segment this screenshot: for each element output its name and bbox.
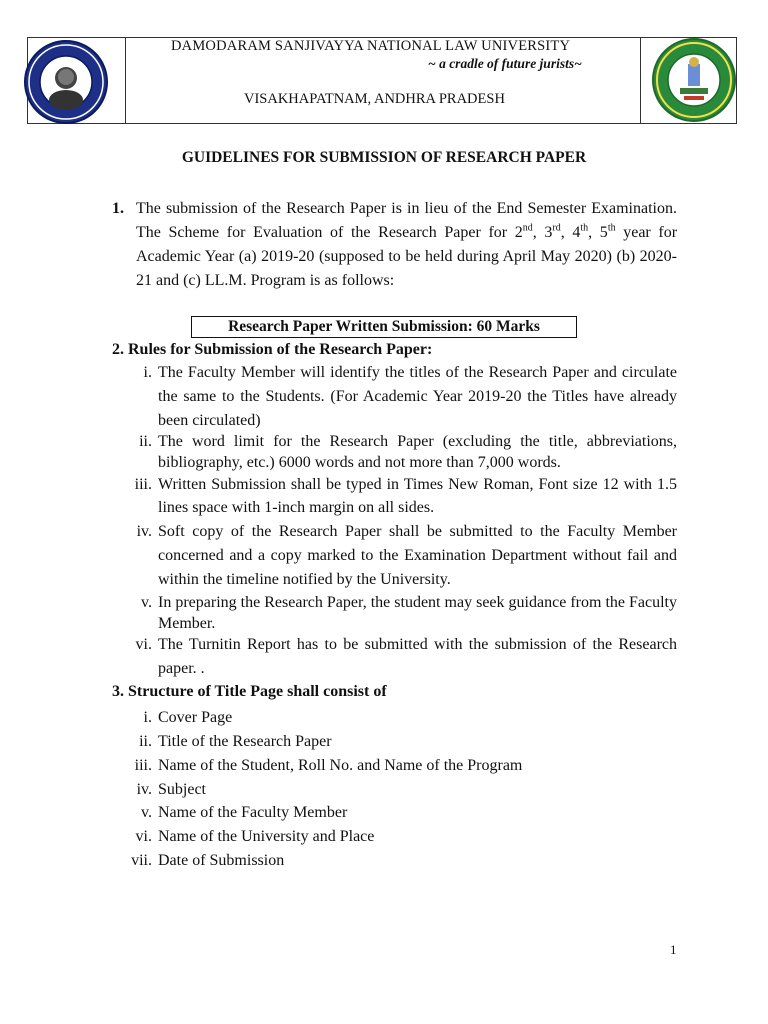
section-2-heading: 2. Rules for Submission of the Research Paper: xyxy=(112,341,433,358)
university-seal-right xyxy=(652,38,736,122)
letterhead-divider-right xyxy=(640,37,641,124)
rule-item: iv. Soft copy of the Research Paper shall be submitted to the Faculty Member concerned and a copy marked to the Examination Department without fail and within the timeline notified by the University. xyxy=(136,523,677,588)
rule-item: ii. The word limit for the Research Paper (excluding the title, abbreviations, bibliography, etc.) 6000 words and not more than 7,000 words. xyxy=(139,433,677,471)
title-page-item: vii. Date of Submission xyxy=(131,852,285,869)
title-page-item: vi. Name of the University and Place xyxy=(135,828,375,845)
title-page-item: v. Name of the Faculty Member xyxy=(141,804,348,821)
title-page-item: i. Cover Page xyxy=(143,709,233,726)
letterhead-divider-left xyxy=(125,37,126,124)
rule-item: v. In preparing the Research Paper, the student may seek guidance from the Faculty Member. xyxy=(141,594,677,632)
university-location: VISAKHAPATNAM, ANDHRA PRADESH xyxy=(244,91,505,107)
rule-item: i. The Faculty Member will identify the titles of the Research Paper and circulate the same to the Students. (For Academic Year 2019-20 the Titles have already been circulated) xyxy=(143,364,677,429)
title-page-item: ii. Title of the Research Paper xyxy=(139,733,332,750)
rule-item: vi. The Turnitin Report has to be submitted with the submission of the Research paper. . xyxy=(135,636,677,677)
title-page-item: iii. Name of the Student, Roll No. and Name of the Program xyxy=(134,757,523,774)
section-1 xyxy=(112,197,677,293)
section-1-text: The submission of the Research Paper is in lieu of the End Semester Examination. The Scheme for Evaluation of the Research Paper for 2nd, 3rd, 4th, 5th year for Academic Year (a) 2019-20 (supposed to be held during April May 2020) (b) 2020-21 and (c) LL.M. Program is as follows: xyxy=(136,200,678,289)
document-title: GUIDELINES FOR SUBMISSION OF RESEARCH PAPER xyxy=(181,149,587,166)
section-3-heading: 3. Structure of Title Page shall consist of xyxy=(112,683,387,700)
page-number: 1 xyxy=(670,942,677,957)
rule-item: iii. Written Submission shall be typed in Times New Roman, Font size 12 with 1.5 lines space with 1-inch margin on all sides. xyxy=(134,476,677,516)
section-1-number: 1. xyxy=(112,200,124,217)
title-page-item: iv. Subject xyxy=(136,781,206,798)
university-motto: ~ a cradle of future jurists~ xyxy=(428,56,582,71)
marks-box: Research Paper Written Submission: 60 Marks xyxy=(191,316,577,338)
university-seal-left xyxy=(24,40,108,124)
university-name: DAMODARAM SANJIVAYYA NATIONAL LAW UNIVERSITY xyxy=(171,38,571,54)
